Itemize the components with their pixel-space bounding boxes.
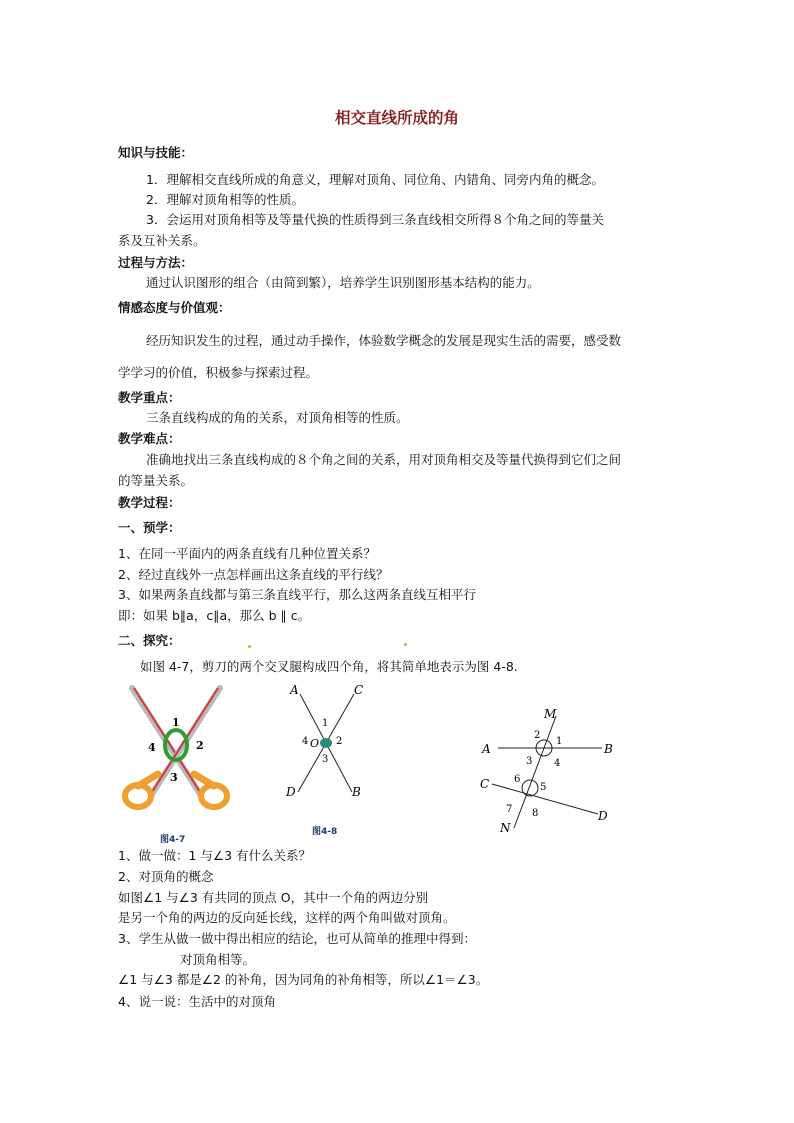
heading-explore: 二、探究：	[118, 633, 181, 648]
heading-process: 过程与方法：	[118, 255, 194, 270]
page-title: 相交直线所成的角	[334, 108, 459, 127]
angle-label: 1	[556, 736, 563, 747]
stray-dot	[404, 643, 407, 646]
question-3: 3、学生从做一做中得出相应的结论，也可从简单的推理中得到：	[118, 931, 476, 946]
knowledge-item-3: 3．会运用对顶角相等及等量代换的性质得到三条直线相交所得８个角之间的等量关	[146, 212, 604, 227]
angle-label: 4	[554, 758, 561, 769]
heading-difficulty: 教学难点：	[118, 431, 181, 446]
angle-label: 5	[540, 782, 547, 793]
difficulty-text-1: 准确地找出三条直线构成的８个角之间的关系，用对顶角相交及等量代换得到它们之间	[146, 452, 622, 467]
preview-item-4: 即：如果 b∥a，c∥a，那么 b ∥ c。	[118, 608, 311, 623]
difficulty-text-2: 的等量关系。	[118, 473, 194, 488]
point-label: N	[500, 821, 511, 835]
knowledge-item-2: 2．理解对顶角相等的性质。	[146, 192, 304, 207]
conclusion: 对顶角相等。	[180, 952, 256, 967]
knowledge-item-1: 1．理解相交直线所成的角意义，理解对顶角、同位角、内错角、同旁内角的概念。	[146, 172, 604, 187]
angle-label: 8	[532, 808, 539, 819]
stray-dot	[248, 645, 251, 648]
point-label: A	[290, 683, 299, 697]
definition-line-2: 是另一个角的两边的反向延长线，这样的两个角叫做对顶角。	[118, 910, 456, 925]
heading-preview: 一、预学：	[118, 520, 181, 535]
figure-caption: 图4-7	[160, 835, 186, 845]
point-label: A	[482, 742, 491, 756]
scissors-angle-label: 2	[196, 739, 204, 752]
question-4: 4、说一说：生活中的对顶角	[118, 994, 276, 1009]
emotion-text-1: 经历知识发生的过程，通过动手操作，体验数学概念的发展是现实生活的需要，感受数	[146, 333, 622, 348]
preview-item-3: 3、如果两条直线都与第三条直线平行，那么这两条直线互相平行	[118, 587, 476, 602]
preview-item-2: 2、经过直线外一点怎样画出这条直线的平行线？	[118, 567, 389, 582]
transversal-figure	[476, 700, 616, 836]
reasoning: ∠1 与∠3 都是∠2 的补角，因为同角的补角相等，所以∠1＝∠3。	[118, 972, 489, 987]
scissors-angle-label: 4	[148, 741, 156, 754]
angle-label: 3	[322, 754, 329, 765]
angle-label: 2	[336, 736, 343, 747]
point-label: M	[544, 707, 557, 721]
angle-label: 4	[302, 736, 309, 747]
point-label: D	[598, 809, 608, 823]
heading-knowledge: 知识与技能：	[118, 145, 194, 160]
explore-intro: 如图 4-7，剪刀的两个交叉腿构成四个角，将其简单地表示为图 4-8.	[140, 659, 518, 674]
angle-label: 6	[514, 774, 521, 785]
point-label: B	[604, 742, 613, 756]
angle-label: 7	[506, 804, 513, 815]
heading-procedure: 教学过程：	[118, 495, 181, 510]
point-label: C	[354, 683, 364, 697]
point-label: C	[480, 777, 490, 791]
question-1: 1、做一做：1 与∠3 有什么关系？	[118, 848, 312, 863]
scissors-angle-label: 1	[172, 716, 180, 729]
heading-emotion: 情感态度与价值观：	[118, 300, 231, 315]
knowledge-item-3-cont: 系及互补关系。	[118, 233, 206, 248]
angle-label: 1	[322, 718, 329, 729]
emotion-text-2: 学学习的价值，积极参与探索过程。	[118, 365, 319, 380]
scissors-figure	[118, 682, 238, 834]
point-label: D	[286, 785, 296, 799]
focus-text: 三条直线构成的角的关系，对顶角相等的性质。	[146, 410, 409, 425]
definition-line-1: 如图∠1 与∠3 有共同的顶点 O，其中一个角的两边分别	[118, 890, 429, 905]
angle-label: 2	[534, 730, 541, 741]
angle-label: 3	[526, 756, 533, 767]
scissors-angle-label: 3	[170, 771, 178, 784]
vertical-angles-figure	[282, 680, 372, 806]
question-2: 2、对顶角的概念	[118, 869, 214, 884]
figure-caption: 图4-8	[312, 827, 338, 837]
process-text: 通过认识图形的组合（由简到繁），培养学生识别图形基本结构的能力。	[146, 275, 540, 290]
heading-focus: 教学重点：	[118, 390, 181, 405]
point-label: O	[310, 737, 320, 750]
preview-item-1: 1、在同一平面内的两条直线有几种位置关系？	[118, 546, 376, 561]
point-label: B	[352, 785, 361, 799]
